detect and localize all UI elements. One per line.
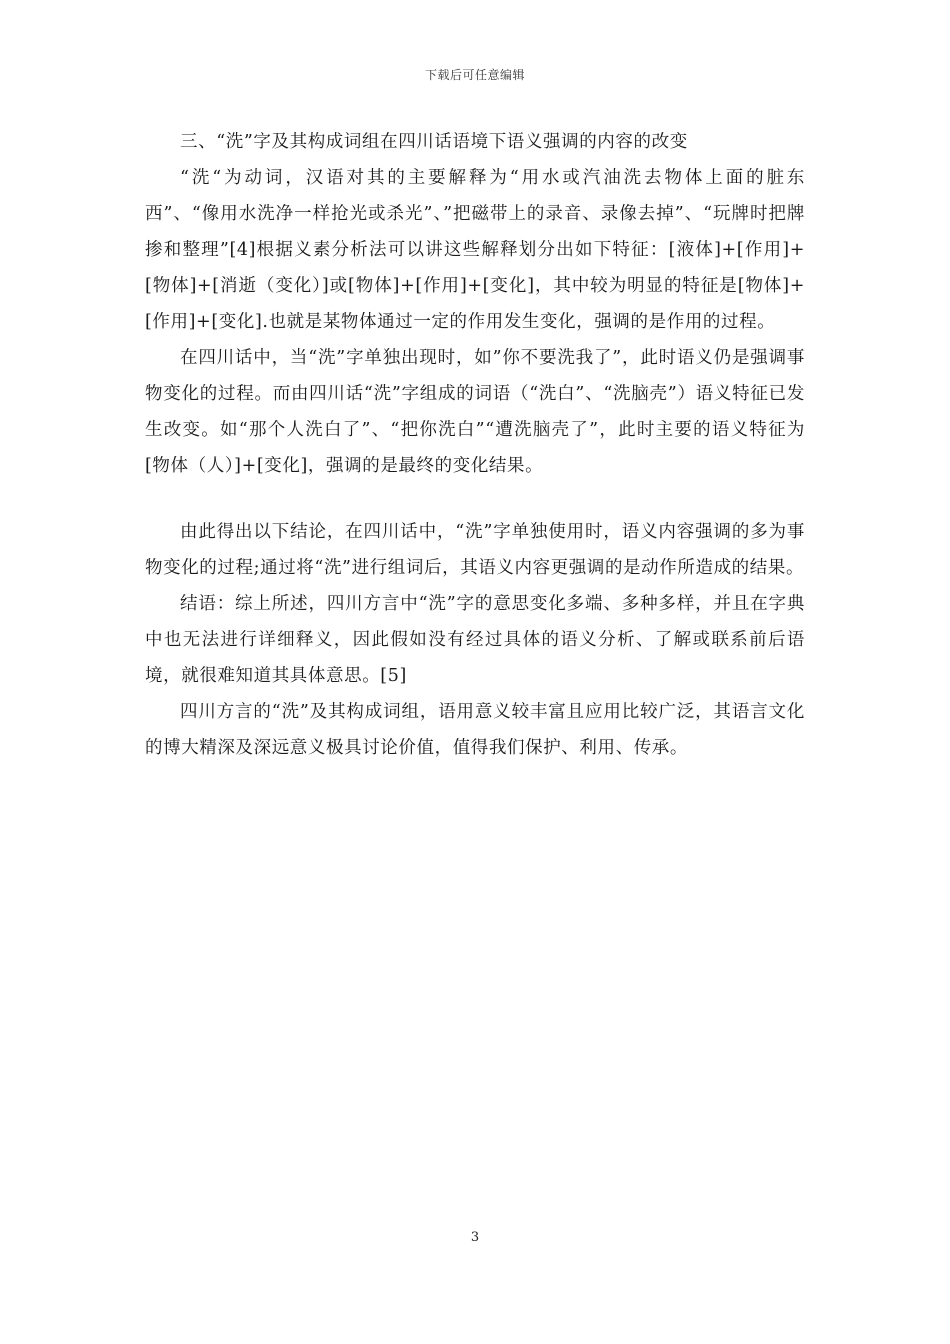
- paragraph-summary: 结语：综上所述，四川方言中“洗”字的意思变化多端、多种多样，并且在字典中也无法进行详细释义，因此假如没有经过具体的语义分析、了解或联系前后语境，就很难知道其具体意思。[5]: [145, 594, 805, 686]
- paragraph-gap: [145, 484, 805, 514]
- paragraph-definition: “洗“为动词，汉语对其的主要解释为“用水或汽油洗去物体上面的脏东西”、“像用水洗净一样抢光或杀光”、”把磁带上的录音、录像去掉”、“玩牌时把牌掺和整理”[4]根据义素分析法可以讲这些解释划分出如下特征：[液体]+[作用]+[物体]+[消逝（变化）]或[物体]+[作用]+[变化]，其中较为明显的特征是[物体]+[作用]+[变化].也就是某物体通过一定的作用发生变化，强调的是作用的过程。: [145, 168, 805, 332]
- page-number: 3: [470, 1230, 480, 1245]
- header-note: 下载后可任意编辑: [424, 68, 525, 82]
- paragraph-sichuan-usage: 在四川话中，当“洗”字单独出现时，如”你不要洗我了”，此时语义仍是强调事物变化的过程。而由四川话“洗”字组成的词语（“洗白”、“洗脑壳”）语义特征已发生改变。如“那个人洗白了”、“把你洗白”“遭洗脑壳了”，此时主要的语义特征为[物体（人）]+[变化]，强调的是最终的变化结果。: [145, 348, 805, 476]
- paragraph-conclusion: 由此得出以下结论，在四川话中，“洗”字单独使用时，语义内容强调的多为事物变化的过程;通过将“洗”进行组词后，其语义内容更强调的是动作所造成的结果。: [145, 522, 805, 578]
- paragraph-closing: 四川方言的“洗”及其构成词组，语用意义较丰富且应用比较广泛，其语言文化的博大精深及深远意义极具讨论价值，值得我们保护、利用、传承。: [145, 702, 805, 758]
- section-title: 三、“洗”字及其构成词组在四川话语境下语义强调的内容的改变: [180, 132, 688, 152]
- document-body: [145, 124, 805, 766]
